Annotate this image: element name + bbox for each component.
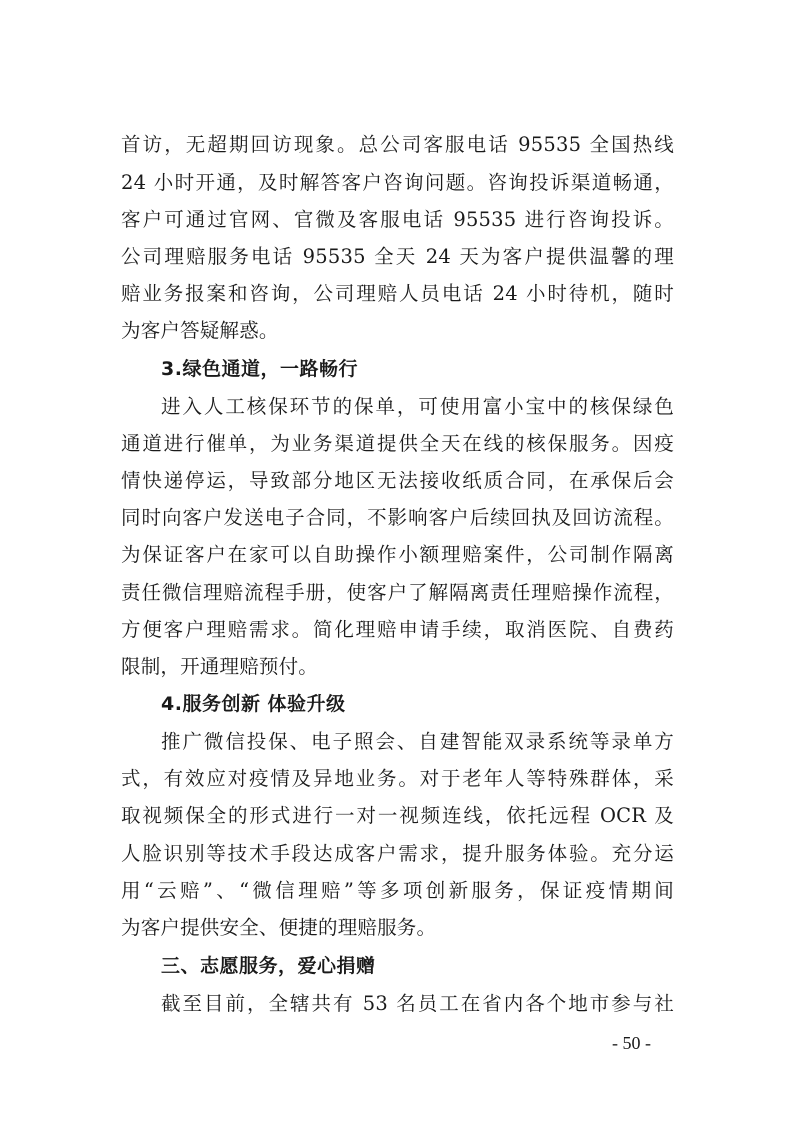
paragraph-line: 人脸识别等技术手段达成客户需求，提升服务体验。充分运	[121, 842, 674, 865]
paragraph-line: 为保证客户在家可以自助操作小额理赔案件，公司制作隔离	[121, 543, 674, 566]
page-number: - 50 -	[612, 1033, 651, 1053]
section-heading: 4.服务创新 体验升级	[161, 693, 346, 715]
paragraph-line: 24 小时开通，及时解答客户咨询问题。咨询投诉渠道畅通，	[121, 171, 674, 194]
paragraph-line: 限制，开通理赔预付。	[121, 655, 319, 678]
paragraph-line: 推广微信投保、电子照会、自建智能双录系统等录单方	[161, 730, 674, 753]
paragraph-line: 通道进行催单，为业务渠道提供全天在线的核保服务。因疫	[121, 432, 674, 455]
section-heading: 3.绿色通道，一路畅行	[161, 358, 358, 380]
paragraph-line: 截至目前，全辖共有 53 名员工在省内各个地市参与社	[161, 992, 674, 1015]
paragraph-line: 同时向客户发送电子合同，不影响客户后续回执及回访流程。	[121, 506, 674, 529]
paragraph-line: 首访，无超期回访现象。总公司客服电话 95535 全国热线	[121, 133, 674, 156]
paragraph-line: 进入人工核保环节的保单，可使用富小宝中的核保绿色	[161, 395, 674, 418]
paragraph-line: 为客户提供安全、便捷的理赔服务。	[121, 916, 437, 939]
section-heading: 三、志愿服务，爱心捐赠	[161, 955, 376, 977]
paragraph-line: 公司理赔服务电话 95535 全天 24 天为客户提供温馨的理	[121, 245, 674, 268]
paragraph-line: 式，有效应对疫情及异地业务。对于老年人等特殊群体，采	[121, 767, 674, 790]
paragraph-line: 为客户答疑解惑。	[121, 319, 279, 342]
paragraph-line: 情快递停运，导致部分地区无法接收纸质合同，在承保后会	[121, 469, 674, 492]
paragraph-line: 方便客户理赔需求。简化理赔申请手续，取消医院、自费药	[121, 618, 674, 641]
paragraph-line: 用“云赔”、“微信理赔”等多项创新服务，保证疫情期间	[121, 879, 674, 902]
paragraph-line: 客户可通过官网、官微及客服电话 95535 进行咨询投诉。	[121, 208, 674, 231]
paragraph-line: 责任微信理赔流程手册，使客户了解隔离责任理赔操作流程，	[121, 581, 674, 604]
paragraph-line: 取视频保全的形式进行一对一视频连线，依托远程 OCR 及	[121, 804, 674, 827]
paragraph-line: 赔业务报案和咨询，公司理赔人员电话 24 小时待机，随时	[121, 282, 674, 305]
